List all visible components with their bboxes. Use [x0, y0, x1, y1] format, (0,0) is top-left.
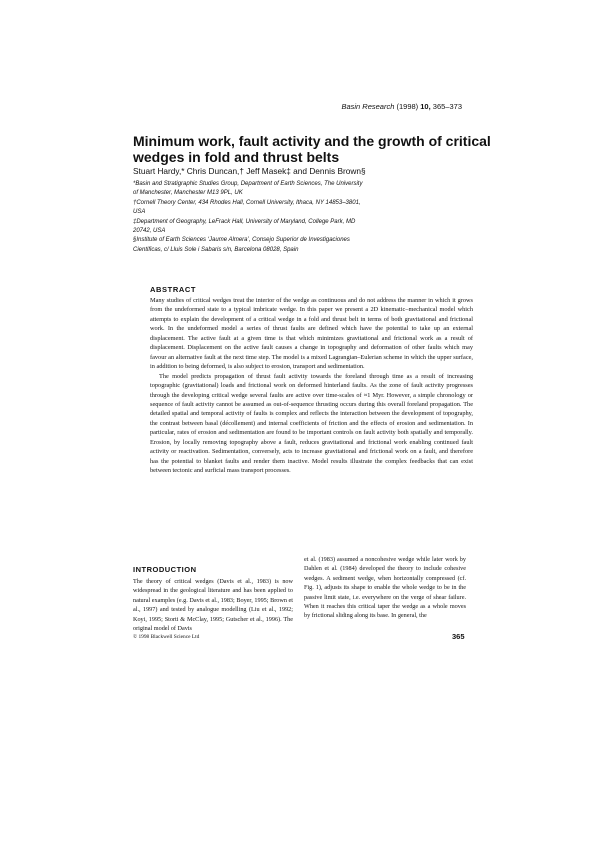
journal-pages: 365–373: [432, 102, 462, 111]
journal-reference: [341, 102, 462, 111]
journal-name: Basin Research: [341, 102, 395, 111]
abstract-paragraph: The model predicts propagation of thrust fault activity towards the foreland through time as a result of increasing topographic (gravitational) loads and frictional work on deformed hinterland faults. As the zone of fault activity progresses through the developing critical wedge several faults are active over time-scales of ≈1 Myr. However, a simple chronology or sequence of fault activity cannot be assumed as out-of-sequence thrusting occurs during this overall foreland propagation. The detailed spatial and temporal activity of faults is complex and reflects the interaction between the development of topography, the contrast between basal (décollement) and internal coefficients of friction and the effects of erosion and sedimentation. In particular, rates of erosion and sedimentation are found to be important controls on fault activity both spatially and temporally. Erosion, by locally removing topography above a fault, reduces gravitational and frictional work enabling continued fault activity or reactivation. Sedimentation, conversely, acts to increase gravitational and frictional work on a fault, and therefore has the potential to blanket faults and render them inactive. Model results illustrate the complex feedbacks that can exist between tectonic and surficial mass transport processes.: [150, 372, 473, 475]
author-list: Stuart Hardy,* Chris Duncan,† Jeff Masek‡ and Dennis Brown§: [133, 166, 366, 176]
introduction-column-left: The theory of critical wedges (Davis et al., 1983) is now widespread in the geological literature and has been applied to natural examples (e.g. Davis et al., 1983; Boyer, 1995; Brown et al., 1997) and tested by analogue modelling (Liu et al., 1992; Koyi, 1995; Storti & McClay, 1995; Gutscher et al., 1996). The original model of Davis: [133, 578, 293, 633]
affiliation: §Institute of Earth Sciences ‘Jaume Almera’, Consejo Superior de Investigaciones Cientificas, c/ Lluis Sole i Sabaris s/n, Barcelona 08028, Spain: [133, 237, 350, 253]
affiliations: [133, 180, 363, 255]
copyright-footer: © 1998 Blackwell Science Ltd: [133, 634, 200, 640]
abstract-heading: ABSTRACT: [150, 285, 197, 294]
affiliation: †Cornell Theory Center, 434 Rhodes Hall, Cornell University, Ithaca, NY 14853–3801, USA: [133, 199, 361, 216]
abstract-body: [150, 296, 473, 476]
journal-volume: 10,: [420, 102, 431, 111]
abstract-paragraph: Many studies of critical wedges treat the interior of the wedge as continuous and do not address the manner in which it grows from the undeformed state to a typical imbricate wedge. In this paper we present a 2D kinematic–mechanical model which attempts to explain the development of a critical wedge in a fold and thrust belt in terms of both gravitational and frictional work. In the undeformed model a series of thrust faults are defined which have the potential to take up an external displacement. The active fault at a given time is that which minimizes gravitational and frictional work as a result of displacement. Displacement on the active fault causes a change in topography and deformation of other faults which may favour an alternative fault at the next time step. The model is a mixed Lagrangian–Eulerian scheme in which the upper surface, in addition to being deformed, is also subject to erosion, transport and sedimentation.: [150, 297, 473, 371]
introduction-column-right: et al. (1983) assumed a noncohesive wedge while later work by Dahlen et al. (1984) developed the theory to include cohesive wedges. A sediment wedge, when horizontally compressed (cf. Fig. 1), adjusts its shape to enable the whole wedge to be in the passive limit state, i.e. everywhere on the verge of shear failure. When it reaches this critical taper the wedge as a whole moves by frictional sliding along its base. In general, the: [304, 556, 466, 620]
journal-year: (1998): [396, 102, 419, 111]
affiliation: ‡Department of Geography, LeFrack Hall, University of Maryland, College Park, MD 20742, USA: [133, 218, 356, 235]
introduction-heading: INTRODUCTION: [133, 565, 197, 574]
page-number: 365: [452, 632, 465, 641]
paper-title: Minimum work, fault activity and the growth of critical wedges in fold and thrust belts: [133, 133, 491, 165]
affiliation: *Basin and Stratigraphic Studies Group, Department of Earth Sciences, The University of Manchester, Manchester M13 9PL, UK: [133, 181, 363, 197]
